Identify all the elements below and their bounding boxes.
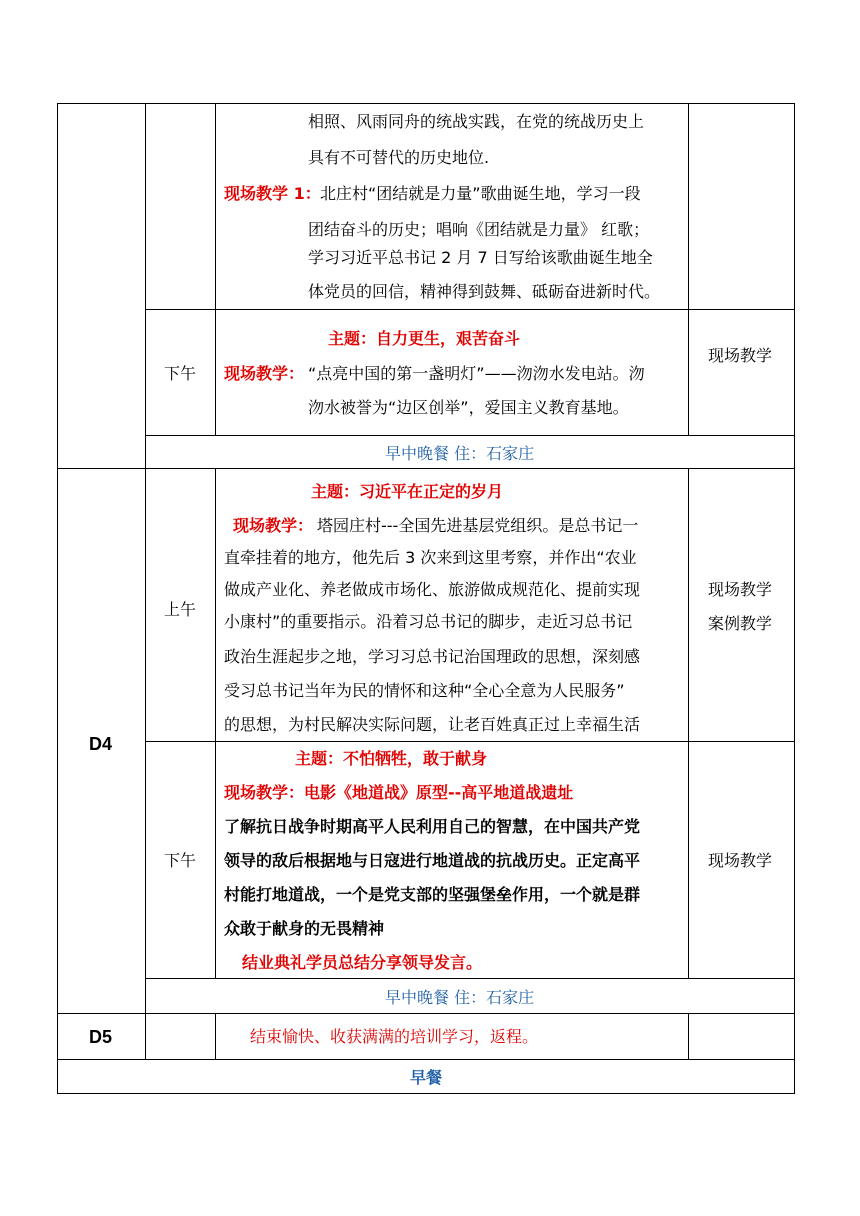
theme-heading: 主题：习近平在正定的岁月	[311, 482, 504, 501]
site-teaching-text: 体党员的回信，精神得到鼓舞、砥砺奋进新时代。	[308, 282, 661, 301]
site-teaching-text: 团结奋斗的历史；唱响《团结就是力量》 红歌；	[308, 220, 650, 239]
col-divider	[215, 103, 216, 435]
site-teaching-text: 村能打地道战，一个是党支部的坚强堡垒作用，一个就是群	[224, 885, 641, 904]
period-label: 上午	[164, 600, 197, 619]
col-divider	[688, 103, 689, 435]
continuation-line: 相照、风雨同舟的统战实践，在党的统战历史上	[308, 112, 645, 131]
site-teaching-label: 现场教学 1：	[224, 184, 321, 203]
site-teaching-text: 北庄村“团结就是力量”歌曲诞生地，学习一段	[320, 184, 641, 203]
final-meal: 早餐	[410, 1068, 443, 1087]
col-divider	[794, 103, 795, 1094]
row-divider	[145, 741, 795, 742]
row-divider	[145, 309, 795, 310]
row-divider	[57, 1013, 795, 1014]
closing-ceremony: 结业典礼学员总结分享领导发言。	[242, 953, 483, 972]
site-teaching-text: 直牵挂着的地方，他先后 3 次来到这里考察，并作出“农业	[224, 548, 637, 567]
col-divider	[215, 468, 216, 978]
col-divider	[57, 103, 58, 1094]
meals-lodging: 早中晚餐 住：石家庄	[385, 988, 535, 1007]
site-teaching-text: 小康村”的重要指示。沿着习总书记的脚步，走近习总书记	[224, 612, 633, 631]
site-teaching-text: 的思想，为村民解决实际问题，让老百姓真正过上幸福生活	[224, 715, 641, 734]
meals-lodging: 早中晚餐 住：石家庄	[385, 444, 535, 463]
col-divider	[145, 103, 146, 1059]
row-divider	[145, 978, 795, 979]
site-teaching-text: “点亮中国的第一盏明灯”——沕沕水发电站。沕	[308, 364, 645, 383]
teaching-form: 案例教学	[708, 614, 773, 633]
day-label: D4	[89, 734, 113, 754]
site-teaching-text: 做成产业化、养老做成市场化、旅游做成规范化、提前实现	[224, 580, 641, 599]
period-label: 下午	[164, 851, 197, 870]
site-teaching-label: 现场教学：	[233, 516, 314, 535]
row-divider	[57, 1093, 795, 1094]
teaching-form: 现场教学	[708, 580, 773, 599]
col-divider	[688, 468, 689, 978]
site-teaching-text: 学习习近平总书记 2 月 7 日写给该歌曲诞生地全	[308, 248, 653, 267]
row-divider	[145, 435, 795, 436]
theme-heading: 主题：自力更生，艰苦奋斗	[328, 329, 521, 348]
teaching-form: 现场教学	[708, 851, 773, 870]
site-teaching-text: 沕水被誉为“边区创举”，爱国主义教育基地。	[308, 398, 629, 417]
row-divider	[57, 468, 795, 469]
site-teaching-text: 了解抗日战争时期高平人民利用自己的智慧，在中国共产党	[224, 817, 641, 836]
d5-content: 结束愉快、收获满满的培训学习，返程。	[250, 1027, 539, 1046]
site-teaching-text: 受习总书记当年为民的情怀和这种“全心全意为人民服务”	[224, 681, 625, 700]
row-divider	[57, 103, 795, 104]
theme-heading: 主题：不怕牺牲，敢于献身	[295, 749, 488, 768]
site-teaching-label: 现场教学：	[224, 364, 305, 383]
teaching-form: 现场教学	[708, 346, 773, 365]
continuation-line: 具有不可替代的历史地位.	[308, 148, 490, 167]
col-divider	[215, 1013, 216, 1059]
site-teaching-text: 众敢于献身的无畏精神	[224, 919, 385, 938]
site-teaching-text: 政治生涯起步之地，学习习总书记治国理政的思想，深刻感	[224, 647, 641, 666]
row-divider	[57, 1059, 795, 1060]
site-teaching-title: 现场教学：电影《地道战》原型--高平地道战遗址	[224, 783, 574, 802]
col-divider	[688, 1013, 689, 1059]
period-label: 下午	[164, 364, 197, 383]
day-label: D5	[89, 1027, 113, 1047]
site-teaching-text: 领导的敌后根据地与日寇进行地道战的抗战历史。正定高平	[224, 851, 641, 870]
site-teaching-text: 塔园庄村---全国先进基层党组织。是总书记一	[317, 516, 639, 535]
